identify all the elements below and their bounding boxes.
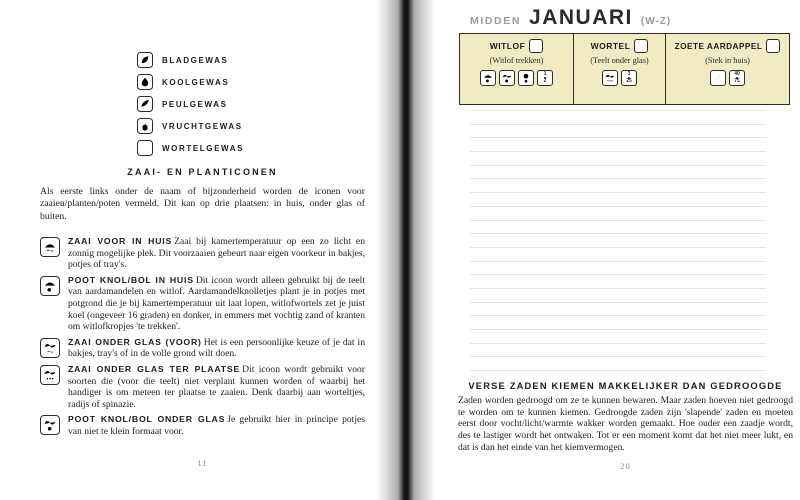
- cutting-icon: [710, 70, 726, 86]
- note-line: [470, 274, 766, 275]
- sow-under-glass-icon: [40, 338, 60, 358]
- month-header: [470, 6, 671, 30]
- crop-cards: [459, 33, 790, 105]
- list-item: [40, 364, 365, 410]
- note-line: [470, 151, 766, 152]
- item-text: Dit icoon wordt alleen gebruikt bij de teelt van aardamandelen en witlof. Aardamandelknolletjes plant je in potjes met potgrond die je bij kamertemperatuur uit laat lopen, witlofwortels zet je juist koel (ongeveer 16 graden) en donker, in emmers met vochtig zand of kranten om witlofkropjes 'te trekken'.: [68, 274, 365, 333]
- note-line: [470, 302, 766, 303]
- item-title: ZAAI ONDER GLAS TER PLAATSE: [68, 363, 241, 374]
- sow-indoors-icon: [40, 237, 60, 257]
- header-prefix: MIDDEN: [470, 15, 522, 27]
- crop-type-legend: [137, 49, 244, 159]
- root-icon: [137, 140, 153, 156]
- legend-item: [137, 49, 244, 71]
- plant-bulb-outside-icon: [518, 70, 534, 86]
- item-text: Het is een persoonlijke keuze of je dat in bakjes, tray's of in de volle grond wilt doen.: [68, 336, 365, 360]
- legend-label: BLADGEWAS: [162, 55, 229, 65]
- body-paragraph: Zaden worden gedroogd om ze te kunnen bewaren. Maar zaden hoeven niet gedroogd te worden om te kunnen kiemen. Gedroogde zaden zijn 'slapende' zaden en moeten eerst door vocht/licht/warmte wakker worden gemaakt. Hoe ouder een zaadje wordt, des te lastiger wordt het ontwaken. Tot er een moment komt dat het niet meer lukt, en dat is dan het einde van het kiemvermogen.: [458, 395, 793, 453]
- page-number-right: 20: [620, 461, 631, 471]
- note-line: [470, 233, 766, 234]
- legend-label: VRUCHTGEWAS: [162, 121, 243, 131]
- legend-item: [137, 71, 244, 93]
- note-line: [470, 137, 766, 138]
- note-line: [470, 206, 766, 207]
- crop-subtitle: (Witlof trekken): [489, 56, 544, 65]
- note-line: [470, 329, 766, 330]
- root-icon: [529, 39, 543, 53]
- note-line: [470, 261, 766, 262]
- item-title: ZAAI VOOR IN HUIS: [68, 236, 173, 246]
- cabbage-icon: [137, 74, 153, 90]
- item-title: POOT KNOL/BOL IN HUIS: [68, 274, 194, 285]
- crop-card-witlof: [460, 34, 573, 104]
- list-item: [40, 337, 365, 360]
- page-number-left: 11: [197, 458, 208, 468]
- note-line: [470, 220, 766, 221]
- note-line: [470, 124, 766, 125]
- spacing-icon: 3 25: [621, 70, 637, 86]
- spacing-icon: 1 2: [537, 70, 553, 86]
- note-line: [470, 356, 766, 357]
- crop-name: WITLOF: [489, 41, 526, 51]
- intro-paragraph: Als eerste links onder de naam of bijzonderheid worden de iconen voor zaaien/planten/poten vermeld. Dit kan op drie plaatsen: in huis, onder glas of buiten.: [40, 186, 365, 222]
- book-gutter: [377, 0, 435, 500]
- spacing-icon: 40 75: [729, 70, 745, 86]
- crop-subtitle: (Teelt onder glas): [590, 56, 649, 65]
- crop-card-wortel: [573, 34, 665, 104]
- list-item: [40, 275, 365, 333]
- note-line: [470, 192, 766, 193]
- sow-under-glass-in-place-icon: [40, 365, 60, 385]
- note-line: [470, 315, 766, 316]
- section-title: VERSE ZADEN KIEMEN MAKKELIJKER DAN GEDROOGDE: [468, 381, 783, 391]
- item-text: Je gebruikt hier in principe potjes van niet te klein formaat voor.: [68, 414, 365, 437]
- list-item: [40, 236, 365, 271]
- legend-item: [137, 137, 244, 159]
- note-line: [470, 288, 766, 289]
- item-text: Zaai bij kamertemperatuur op een zo licht en zonnig mogelijke plek. Dit voorzaaien gebeurt naar eigen voorkeur in bakjes, potjes of tray's.: [68, 236, 365, 271]
- root-icon: [766, 39, 780, 53]
- item-text: Dit icoon wordt gebruikt voor soorten die (voor die teelt) niet verplant kunnen worden of waarbij het handiger is om meteen ter plaatse te zaaien. Denk daarbij aan worteltjes, radijs of spinazie.: [68, 363, 365, 410]
- crop-name: WORTEL: [590, 41, 631, 51]
- legend-label: KOOLGEWAS: [162, 77, 230, 87]
- note-lines: [470, 110, 766, 384]
- note-line: [470, 343, 766, 344]
- crop-card-zoete-aardappel: [665, 34, 789, 104]
- legend-label: PEULGEWAS: [162, 99, 228, 109]
- header-month: JANUARI: [529, 6, 633, 29]
- pea-pod-icon: [137, 96, 153, 112]
- legend-item: [137, 93, 244, 115]
- item-title: POOT KNOL/BOL ONDER GLAS: [68, 414, 226, 425]
- section-title: ZAAI- EN PLANTICONEN: [127, 167, 278, 177]
- crop-name: ZOETE AARDAPPEL: [674, 41, 763, 51]
- note-line: [470, 165, 766, 166]
- legend-item: [137, 115, 244, 137]
- plant-bulb-under-glass-icon: [40, 415, 60, 435]
- header-suffix: (W-Z): [640, 16, 672, 27]
- note-line: [470, 370, 766, 371]
- icon-explanations: [40, 236, 365, 442]
- note-line: [470, 178, 766, 179]
- item-title: ZAAI ONDER GLAS (VOOR): [68, 336, 202, 347]
- sow-under-glass-in-place-icon: [602, 70, 618, 86]
- fruit-icon: [137, 118, 153, 134]
- plant-bulb-under-glass-icon: [499, 70, 515, 86]
- note-line: [470, 110, 766, 111]
- plant-bulb-indoors-icon: [480, 70, 496, 86]
- root-icon: [634, 39, 648, 53]
- note-line: [470, 247, 766, 248]
- leaf-icon: [137, 52, 153, 68]
- crop-subtitle: (Stek in huis): [705, 56, 750, 65]
- list-item: [40, 414, 365, 437]
- plant-bulb-indoors-icon: [40, 276, 60, 296]
- legend-label: WORTELGEWAS: [162, 143, 245, 153]
